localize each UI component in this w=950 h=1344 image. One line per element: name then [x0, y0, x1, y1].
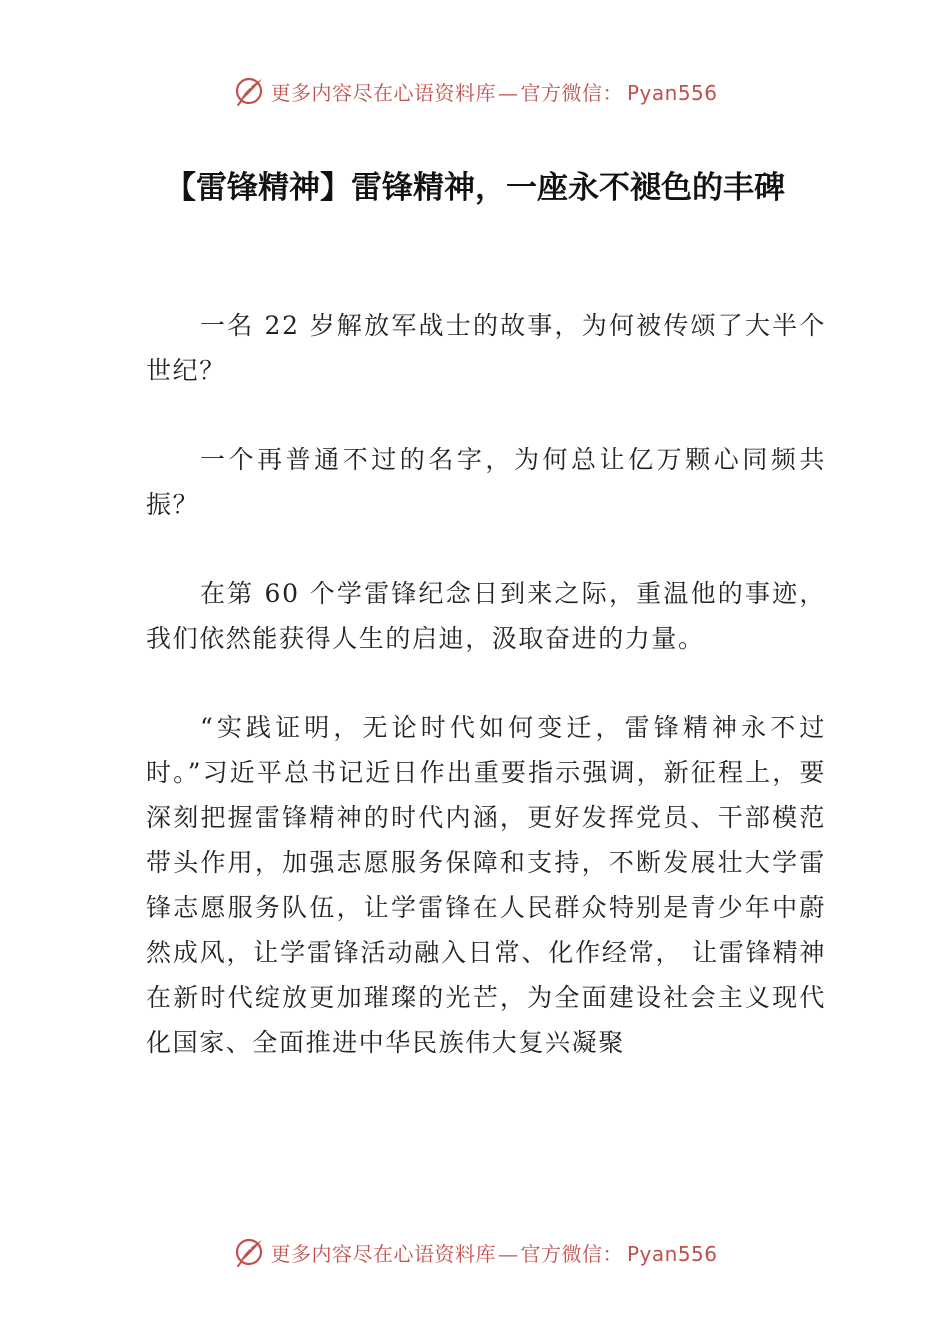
- banner-official-label: 官方微信：: [520, 1241, 623, 1266]
- banner-slogan: 更多内容尽在心语资料库: [270, 1241, 496, 1266]
- header-banner: [0, 71, 950, 111]
- banner-wechat-id: Pyan556: [626, 1241, 718, 1266]
- banner-official-label: 官方微信：: [520, 80, 623, 105]
- banner-wechat-id: Pyan556: [626, 80, 718, 105]
- header-banner-text: [270, 77, 717, 106]
- footer-banner-text: [270, 1238, 717, 1267]
- document-title: 【雷锋精神】雷锋精神，一座永不褪色的丰碑: [165, 170, 785, 206]
- quill-logo-icon: [232, 74, 266, 108]
- paragraph-4: “实践证明，无论时代如何变迁，雷锋精神永不过时。”习近平总书记近日作出重要指示强调，新征程上，要深刻把握雷锋精神的时代内涵，更好发挥党员、干部模范带头作用，加强志愿服务保障和支持，不断发展壮大学雷锋志愿服务队伍，让学雷锋在人民群众特别是青少年中蔚然成风，让学雷锋活动融入日常、化作经常， 让雷锋精神在新时代绽放更加璀璨的光芒，为全面建设社会主义现代化国家、全面推进中华民族伟大复兴凝聚: [146, 713, 826, 1057]
- paragraph-1: 一名 22 岁解放军战士的故事，为何被传颂了大半个世纪？: [146, 311, 826, 385]
- banner-slogan: 更多内容尽在心语资料库: [270, 80, 496, 105]
- paragraph-3: 在第 60 个学雷锋纪念日到来之际，重温他的事迹，我们依然能获得人生的启迪，汲取奋进的力量。: [146, 579, 826, 653]
- quill-logo-icon: [232, 1235, 266, 1269]
- paragraph-2: 一个再普通不过的名字，为何总让亿万颗心同频共振？: [146, 445, 826, 519]
- footer-banner: [0, 1232, 950, 1272]
- document-body: [146, 303, 826, 1109]
- banner-dash: —: [497, 80, 519, 105]
- banner-dash: —: [497, 1241, 519, 1266]
